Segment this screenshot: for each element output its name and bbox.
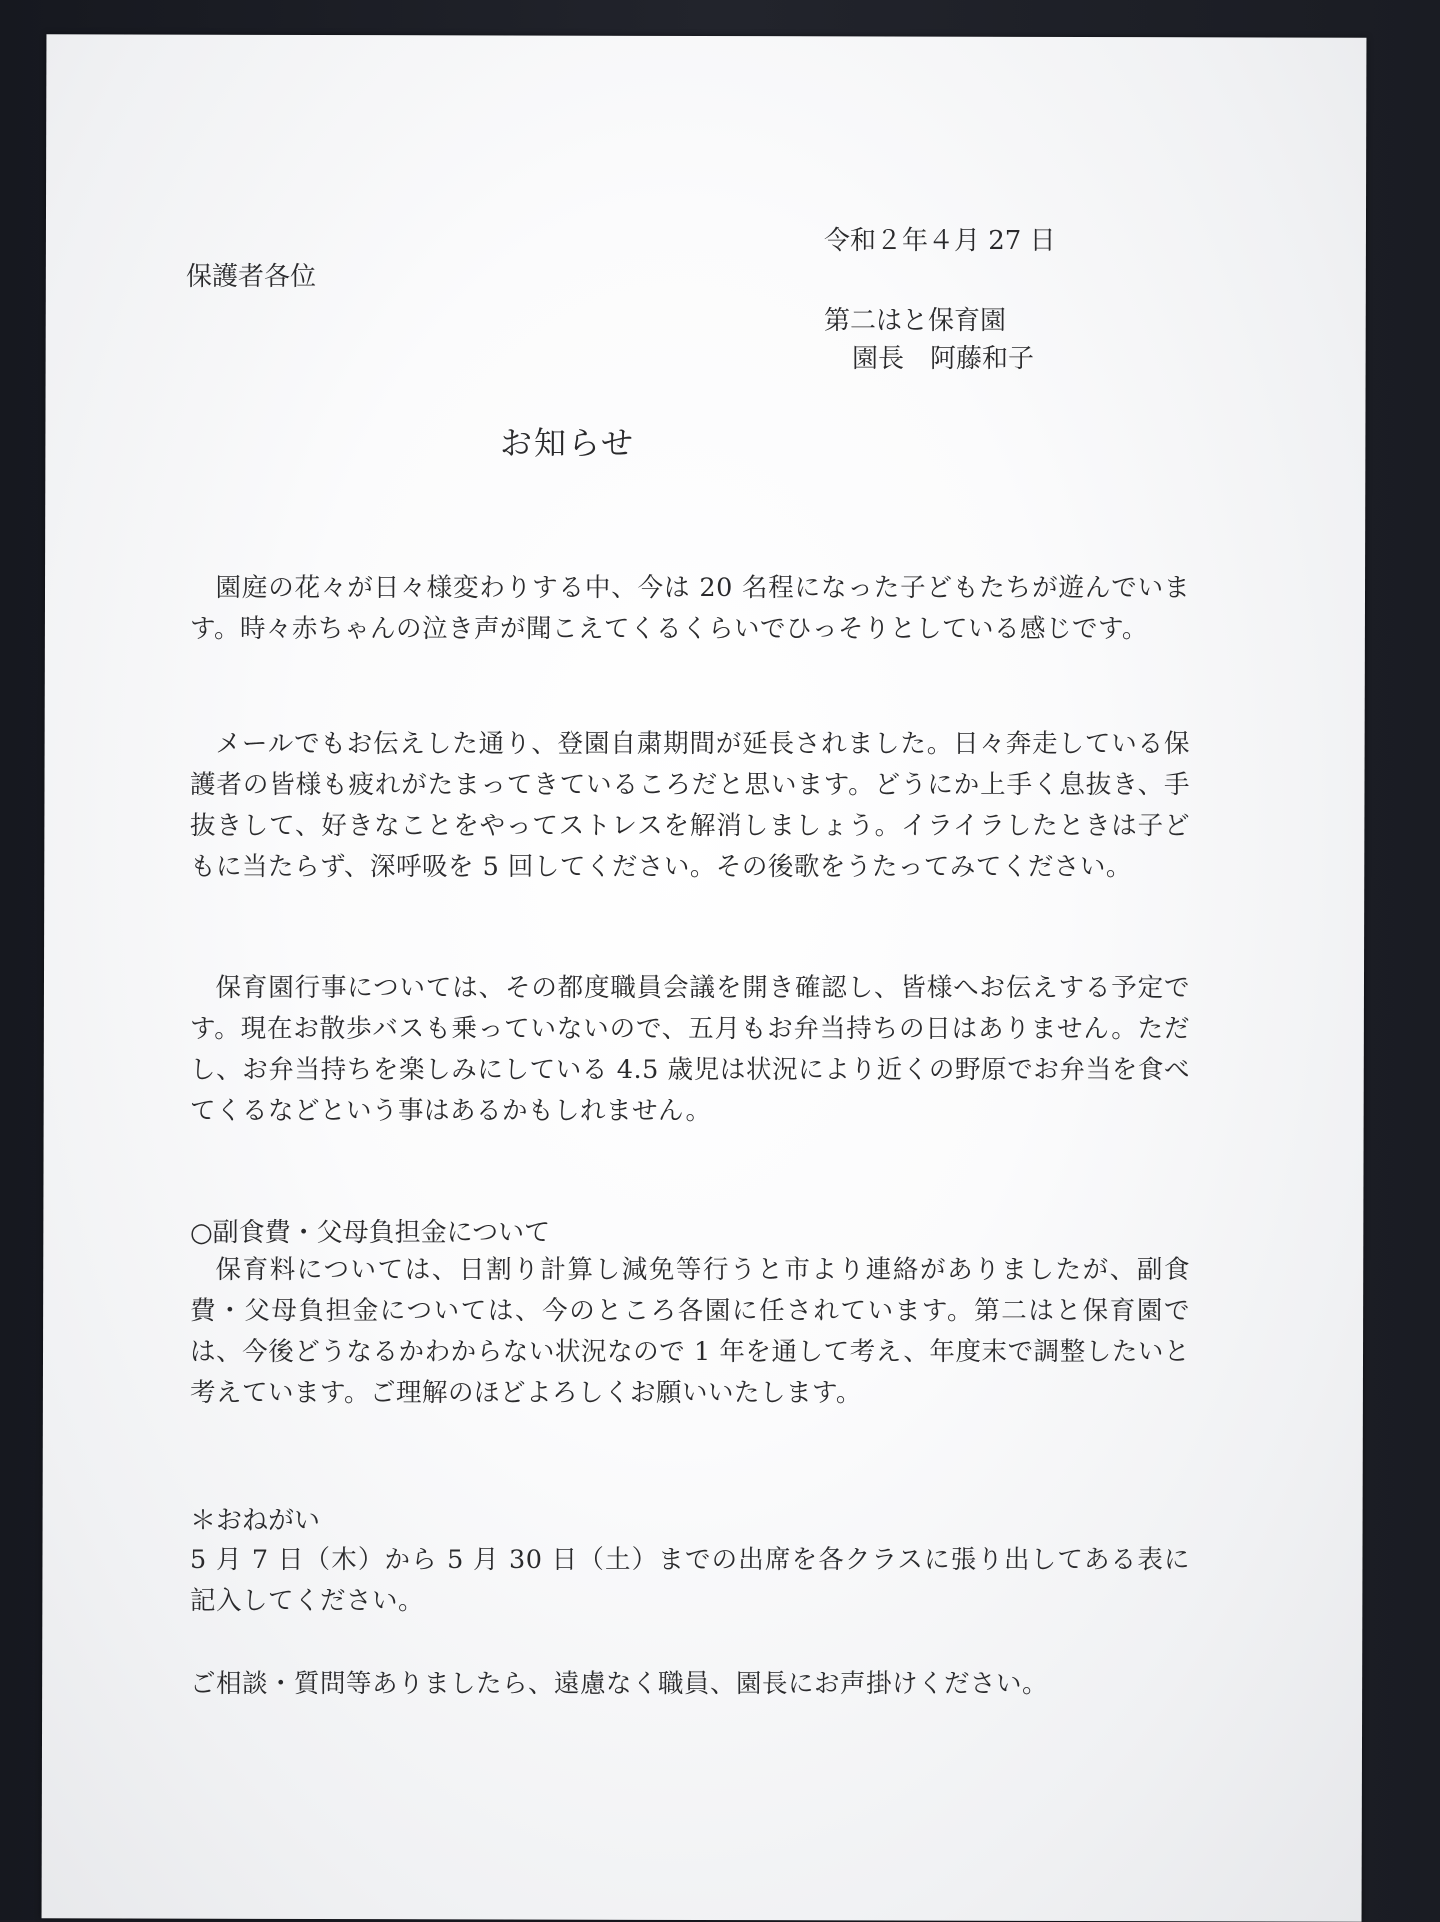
section-heading-fees: ○副食費・父母負担金について [190, 1218, 551, 1248]
document-title: お知らせ [500, 424, 636, 462]
sender-organization: 第二はと保育園 [824, 306, 1007, 336]
notice-date: 令和２年４月 27 日 [824, 226, 1056, 256]
closing-line: ご相談・質問等ありましたら、遠慮なく職員、園長にお声掛けください。 [190, 1669, 1049, 1699]
sender-name: 園長 阿藤和子 [852, 344, 1035, 374]
paragraph-request: 5 月 7 日（木）から 5 月 30 日（土）までの出席を各クラスに張り出してある表に記入してください。 [190, 1545, 1190, 1616]
paragraph-garden: 園庭の花々が日々様変わりする中、今は 20 名程になった子どもたちが遊んでいます。時々赤ちゃんの泣き声が聞こえてくるくらいでひっそりとしている感じです。 [190, 573, 1190, 644]
paragraph-fees: 保育料については、日割り計算し減免等行うと市より連絡がありましたが、副食費・父母負担金については、今のところ各園に任されています。第二はと保育園では、今後どうなるかわからない状況なので 1 年を通して考え、年度末で調整したいと考えています。ご理解のほどよろしくお願いいたします。 [190, 1255, 1190, 1408]
paragraph-events: 保育園行事については、その都度職員会議を開き確認し、皆様へお伝えする予定です。現在お散歩バスも乗っていないので、五月もお弁当持ちの日はありません。ただし、お弁当持ちを楽しみにしている 4.5 歳児は状況により近くの野原でお弁当を食べてくるなどという事はあるかもしれません。 [190, 973, 1190, 1126]
request-heading: ＊おねがい [190, 1506, 321, 1536]
paragraph-self-restraint: メールでもお伝えした通り、登園自粛期間が延長されました。日々奔走している保護者の皆様も疲れがたまってきているころだと思います。どうにか上手く息抜き、手抜きして、好きなことをやってストレスを解消しましょう。イライラしたときは子どもに当たらず、深呼吸を 5 回してください。その後歌をうたってみてください。 [190, 729, 1190, 882]
addressee: 保護者各位 [186, 262, 317, 292]
